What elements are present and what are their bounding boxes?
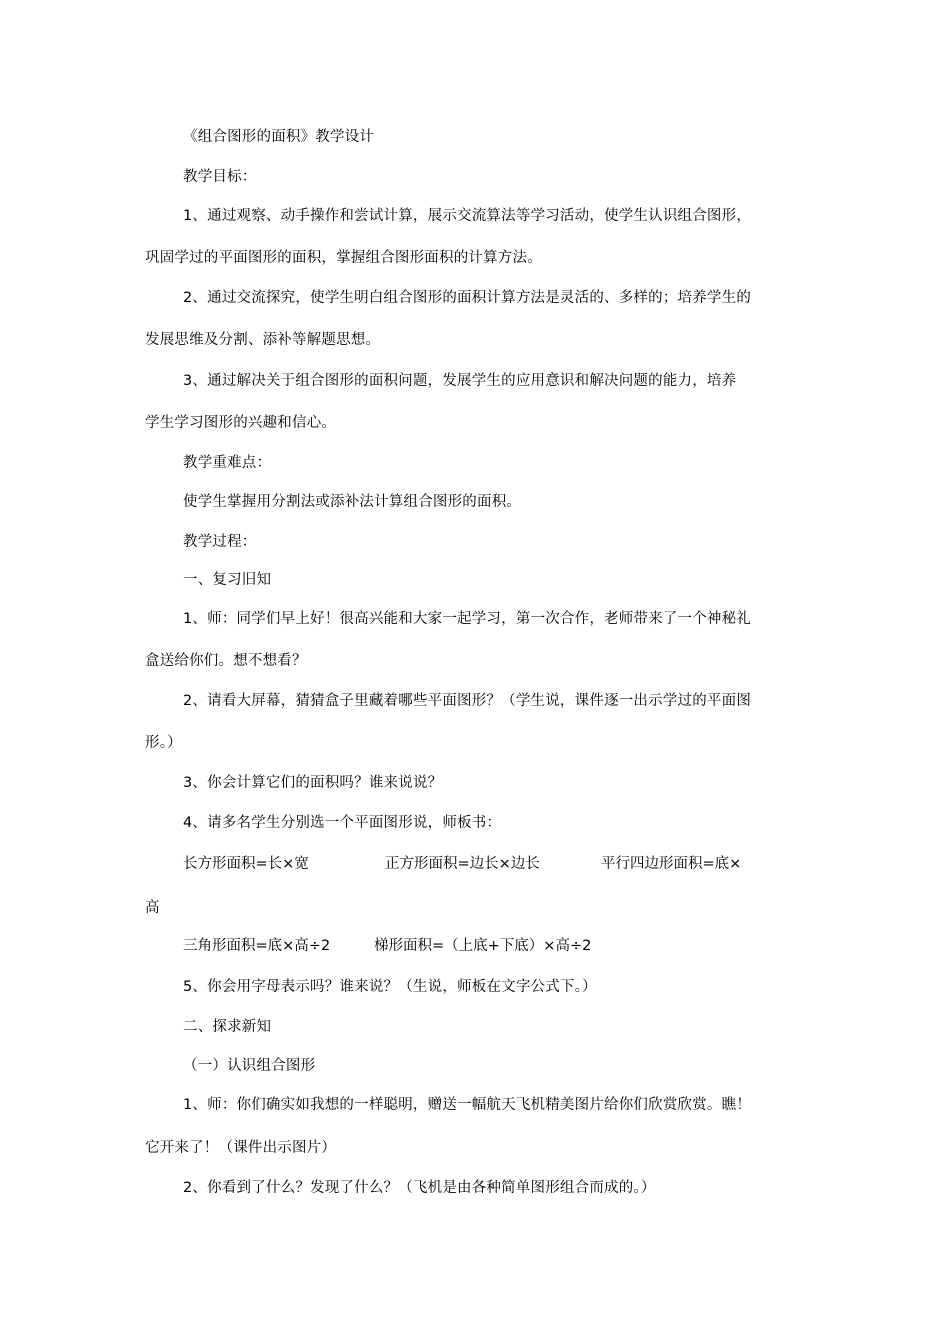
review-item-2-line-1: 2、请看大屏幕，猜猜盒子里藏着哪些平面图形？（学生说，课件逐一出示学过的平面图	[183, 693, 752, 709]
goal-2-line-1: 2、通过交流探究，使学生明白组合图形的面积计算方法是灵活的、多样的；培养学生的	[183, 290, 752, 306]
section-review-heading: 一、复习旧知	[183, 572, 272, 588]
goal-1-line-1: 1、通过观察、动手操作和尝试计算，展示交流算法等学习活动，使学生认识组合图形，	[183, 208, 752, 224]
goal-2-line-2: 发展思维及分割、添补等解题思想。	[145, 332, 381, 348]
review-item-4: 4、请多名学生分别选一个平面图形说，师板书：	[183, 815, 502, 831]
review-item-2-line-2: 形。）	[145, 735, 182, 751]
explore-item-1-line-2: 它开来了！（课件出示图片）	[145, 1140, 337, 1156]
formula-trapezoid: 梯形面积=（上底+下底）×高÷2	[374, 938, 592, 954]
review-item-5: 5、你会用字母表示吗？谁来说？（生说，师板在文字公式下。）	[183, 979, 597, 995]
formula-triangle: 三角形面积=底×高÷2	[183, 938, 331, 954]
formula-rectangle: 长方形面积=长×宽	[183, 856, 309, 872]
key-points-text: 使学生掌握用分割法或添补法计算组合图形的面积。	[183, 494, 522, 510]
review-item-3: 3、你会计算它们的面积吗？谁来说说？	[183, 775, 443, 791]
review-item-1-line-2: 盒送给你们。想不想看？	[145, 653, 307, 669]
process-heading: 教学过程：	[183, 534, 257, 550]
review-item-1-line-1: 1、师：同学们早上好！很高兴能和大家一起学习，第一次合作，老师带来了一个神秘礼	[183, 611, 752, 627]
formula-parallelogram: 平行四边形面积=底×	[601, 856, 742, 872]
explore-item-2: 2、你看到了什么？发现了什么？（飞机是由各种简单图形组合而成的。）	[183, 1180, 656, 1196]
formula-parallelogram-continued: 高	[145, 900, 160, 916]
document-title: 《组合图形的面积》教学设计	[183, 129, 375, 145]
section-explore-heading: 二、探求新知	[183, 1019, 272, 1035]
explore-item-1-line-1: 1、师：你们确实如我想的一样聪明，赠送一幅航天飞机精美图片给你们欣赏欣赏。瞧！	[183, 1097, 752, 1113]
goal-1-line-2: 巩固学过的平面图形的面积，掌握组合图形面积的计算方法。	[145, 250, 542, 266]
goal-3-line-2: 学生学习图形的兴趣和信心。	[145, 415, 337, 431]
goal-3-line-1: 3、通过解决关于组合图形的面积问题，发展学生的应用意识和解决问题的能力，培养	[183, 373, 737, 389]
goals-heading: 教学目标：	[183, 169, 257, 185]
key-points-heading: 教学重难点：	[183, 455, 272, 471]
subsection-heading: （一）认识组合图形	[183, 1058, 316, 1074]
formula-square: 正方形面积=边长×边长	[385, 856, 540, 872]
